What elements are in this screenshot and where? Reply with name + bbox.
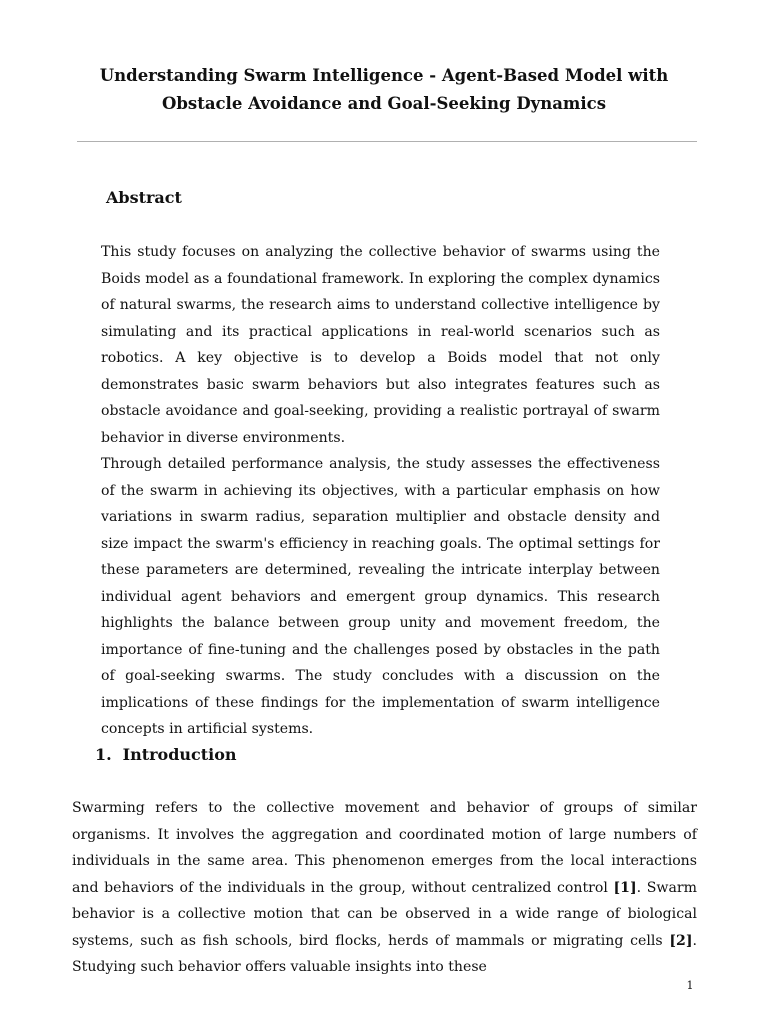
title-divider [77, 141, 697, 142]
paper-title-line-1: Understanding Swarm Intelligence - Agent-Based Model with [99, 66, 669, 85]
citation-1: [1] [613, 879, 637, 896]
introduction-body [72, 795, 697, 981]
citation-2: [2] [669, 932, 693, 949]
paper-title-line-2: Obstacle Avoidance and Goal-Seeking Dynamics [162, 94, 606, 113]
introduction-text-part-3: . Studying such behavior offers valuable insights into these [72, 932, 697, 975]
introduction-heading [95, 743, 237, 767]
abstract-paragraph-1: This study focuses on analyzing the collective behavior of swarms using the Boids model as a foundational framework. In exploring the complex dynamics of natural swarms, the research aims to understand collective intelligence by simulating and its practical applications in real-world scenarios such as robotics. A key objective is to develop a Boids model that not only demonstrates basic swarm behaviors but also integrates features such as obstacle avoidance and goal-seeking, providing a realistic portrayal of swarm behavior in diverse environments. [101, 244, 660, 446]
introduction-text-part-1: Swarming refers to the collective movement and behavior of groups of similar organisms. It involves the aggregation and coordinated motion of large numbers of individuals in the same area. This phenomenon emerges from the local interactions and behaviors of the individuals in the group, without centralized control [72, 800, 697, 896]
abstract-body [101, 239, 660, 743]
section-title: Introduction [122, 745, 237, 764]
paper-title [60, 62, 708, 118]
abstract-paragraph-2: Through detailed performance analysis, the study assesses the effectiveness of the swarm in achieving its objectives, with a particular emphasis on how variations in swarm radius, separation multiplier and obstacle density and size impact the swarm's efficiency in reaching goals. The optimal settings for these parameters are determined, revealing the intricate interplay between individual agent behaviors and emergent group dynamics. This research highlights the balance between group unity and movement freedom, the importance of fine-tuning and the challenges posed by obstacles in the path of goal-seeking swarms. The study concludes with a discussion on the implications of these findings for the implementation of swarm intelligence concepts in artificial systems. [101, 456, 660, 737]
introduction-text-part-2: . Swarm behavior is a collective motion that can be observed in a wide range of biological systems, such as fish schools, bird flocks, herds of mammals or migrating cells [72, 879, 697, 949]
abstract-heading: Abstract [106, 188, 182, 207]
page-number: 1 [686, 979, 694, 992]
section-number: 1. [95, 745, 112, 764]
introduction-paragraph [72, 795, 697, 981]
